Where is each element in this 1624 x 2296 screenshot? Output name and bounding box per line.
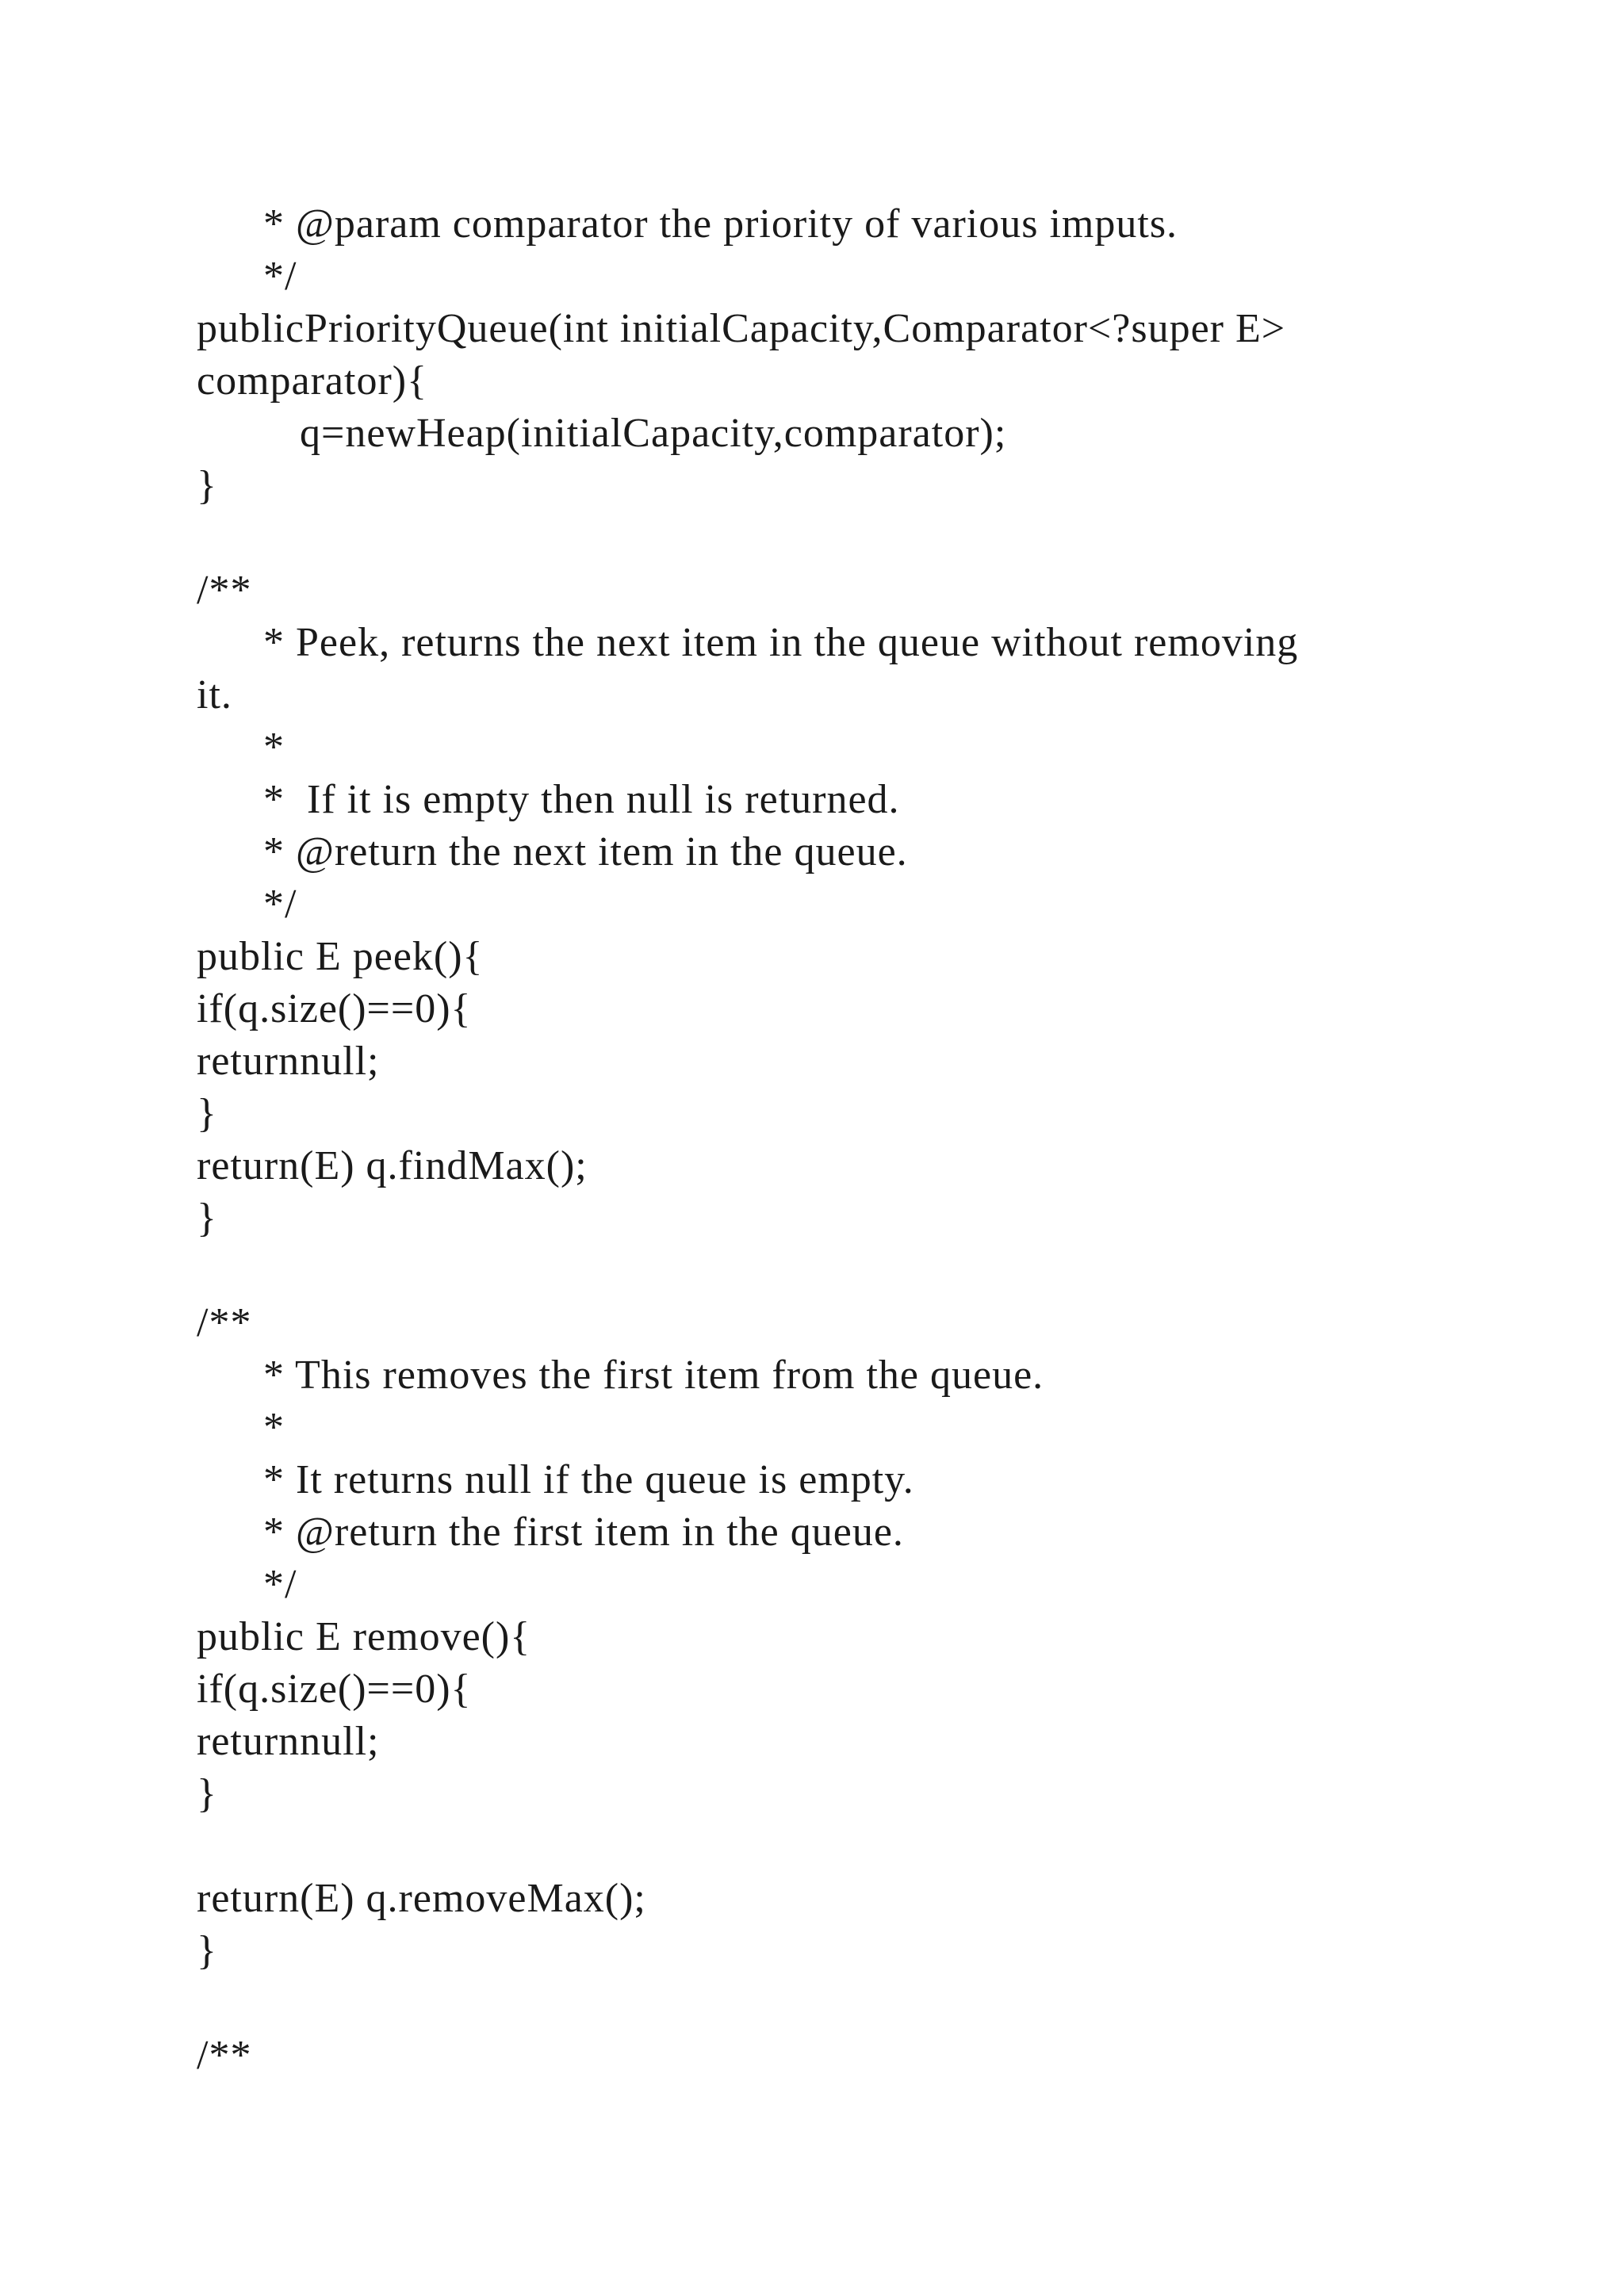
closing-brace: } [197,463,217,508]
comment-line: it. [197,672,232,718]
method-signature: public E peek(){ [197,934,484,979]
code-line: returnnull; [197,1039,380,1084]
closing-brace: } [197,1196,217,1241]
closing-brace: } [197,1771,217,1816]
constructor-signature: publicPriorityQueue(int initialCapacity,Comparator<?super E> [197,306,1286,351]
method-signature: public E remove(){ [197,1614,531,1659]
constructor-signature-cont: comparator){ [197,358,428,404]
code-line: if(q.size()==0){ [197,986,472,1031]
comment-line: * Peek, returns the next item in the queue without removing [263,620,1299,665]
comment-line: * @return the next item in the queue. [263,829,908,874]
comment-line: * [263,725,285,770]
comment-start: /** [197,568,252,613]
comment-line: * [263,1405,285,1450]
code-line: returnnull; [197,1719,380,1764]
comment-end: */ [263,254,297,299]
code-line: if(q.size()==0){ [197,1667,472,1712]
comment-line: * This removes the first item from the queue. [263,1353,1044,1398]
comment-end: */ [263,882,297,927]
code-line: return(E) q.findMax(); [197,1143,588,1188]
comment-line: * @param comparator the priority of various imputs. [263,201,1178,247]
closing-brace: } [197,1928,217,1973]
comment-line: * It returns null if the queue is empty. [263,1457,914,1502]
comment-start: /** [197,2033,252,2078]
comment-start: /** [197,1300,252,1345]
comment-line: * If it is empty then null is returned. [263,777,900,822]
comment-end: */ [263,1562,297,1607]
code-line: return(E) q.removeMax(); [197,1876,646,1921]
closing-brace: } [197,1091,217,1136]
comment-line: * @return the first item in the queue. [263,1510,904,1555]
code-line: q=newHeap(initialCapacity,comparator); [300,411,1007,456]
